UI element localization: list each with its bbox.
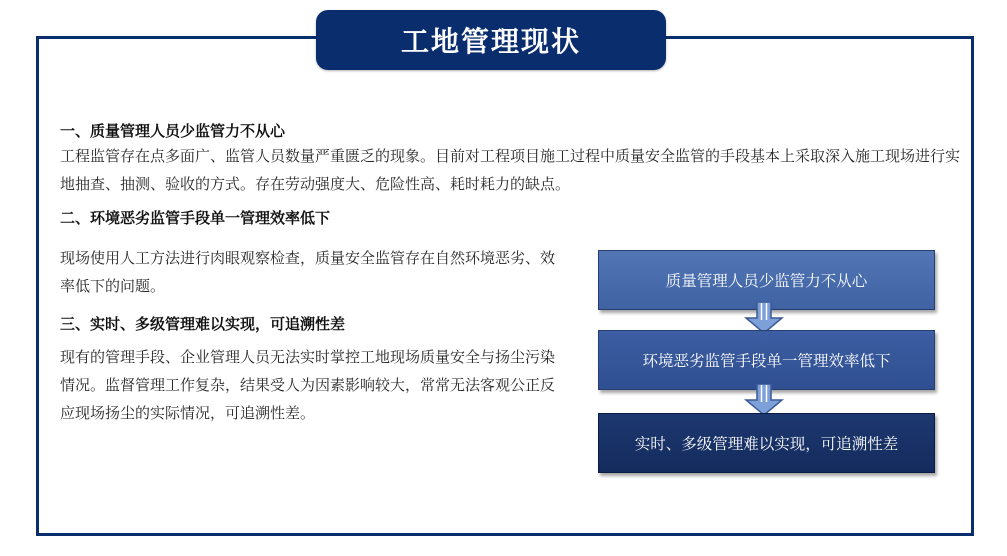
flow-step-2-label: 环境恶劣监管手段单一管理效率低下 xyxy=(642,352,891,370)
flow-step-1 xyxy=(598,250,935,310)
flow-step-3-label: 实时、多级管理难以实现，可追溯性差 xyxy=(634,435,899,453)
flow-step-3 xyxy=(598,413,935,473)
down-arrow-icon xyxy=(742,384,786,416)
title-badge xyxy=(316,10,666,70)
page-title: 工地管理现状 xyxy=(400,25,581,58)
section-body-3: 现有的管理手段、企业管理人员无法实时掌控工地现场质量安全与扬尘污染情况。监督管理工作复杂，结果受人为因素影响较大，常常无法客观公正反应现场扬尘的实际情况，可追溯性差。 xyxy=(60,348,556,422)
section-body-1: 工程监管存在点多面广、监管人员数量严重匮乏的现象。目前对工程项目施工过程中质量安全监管的手段基本上采取深入施工现场进行实地抽查、抽测、验收的方式。存在劳动强度大、危险性高、耗时耗力的缺点。 xyxy=(60,147,961,193)
section-heading-3: 三、实时、多级管理难以实现，可追溯性差 xyxy=(60,315,346,333)
section-body-2: 现场使用人工方法进行肉眼观察检查，质量安全监管存在自然环境恶劣、效率低下的问题。 xyxy=(60,249,556,295)
flow-step-1-label: 质量管理人员少监管力不从心 xyxy=(665,272,868,290)
flow-step-2 xyxy=(598,330,935,390)
section-heading-1: 一、质量管理人员少监管力不从心 xyxy=(60,122,286,140)
section-heading-2: 二、环境恶劣监管手段单一管理效率低下 xyxy=(60,209,331,227)
